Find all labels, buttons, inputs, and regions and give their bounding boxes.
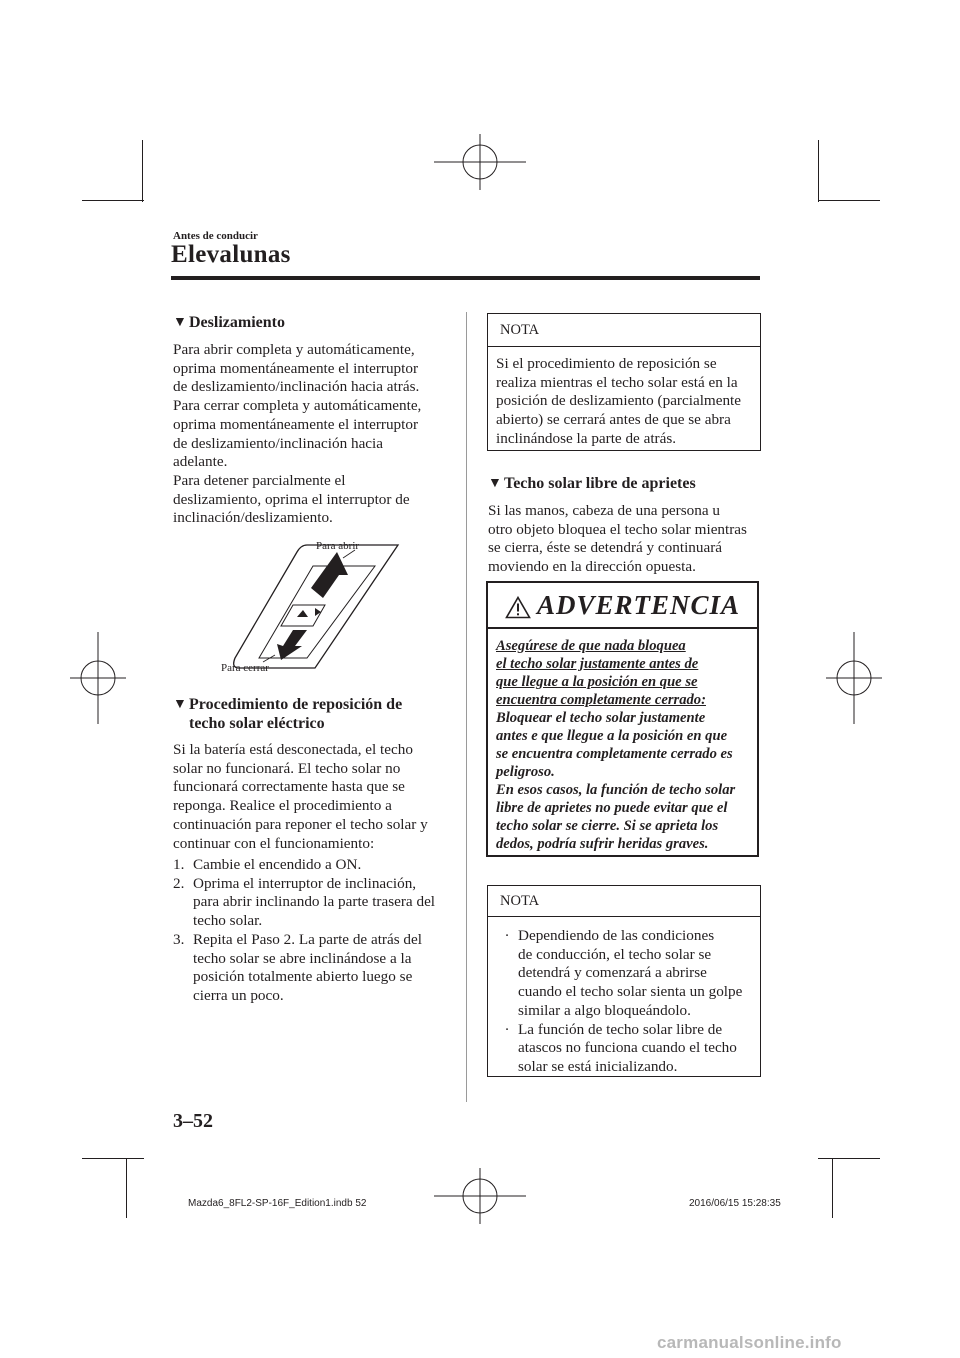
paragraph-line: inclinándose la parte de atrás. — [496, 429, 677, 447]
paragraph-line: abierto) se cerrará antes de que se abra — [496, 411, 731, 429]
bullet-dot-icon: · — [504, 1020, 510, 1038]
figure-label-open: Para abrir — [316, 540, 360, 552]
crop-mark — [82, 200, 144, 201]
sunroof-switch-illustration — [215, 530, 410, 675]
warning-line: se encuentra completamente cerrado es — [496, 746, 733, 762]
warning-line: el techo solar justamente antes de — [496, 656, 699, 672]
note-body — [488, 917, 760, 1077]
footer-timestamp: 2016/06/15 15:28:35 — [689, 1198, 781, 1209]
crop-mark — [818, 140, 819, 202]
warning-title: ADVERTENCIA — [488, 583, 757, 623]
warning-box — [486, 581, 759, 857]
warning-line: En esos casos, la función de techo solar — [496, 782, 736, 798]
section-label: Antes de conducir — [173, 230, 258, 242]
note-box — [487, 885, 761, 1077]
registration-mark-right-icon — [826, 632, 882, 724]
reset-heading-line-2: techo solar eléctrico — [189, 715, 325, 732]
paragraph-line: inclinación/deslizamiento. — [173, 509, 333, 527]
reset-body — [173, 741, 443, 853]
warning-line: peligroso. — [496, 764, 555, 780]
paragraph-line: Si el procedimiento de reposición se — [496, 355, 717, 372]
watermark: carmanualsonline.info — [657, 1333, 842, 1352]
paragraph-line: Para cerrar completa y automáticamente, — [173, 397, 422, 415]
paragraph-line: adelante. — [173, 453, 228, 471]
header-rule — [171, 276, 760, 280]
warning-triangle-icon — [505, 596, 531, 619]
list-item: · La función de techo solar libre de atascos no funciona cuando el techo solar se está inicializando. — [496, 1021, 748, 1077]
paragraph-line: continuación para reponer el techo solar y — [173, 815, 428, 833]
warning-line: que llegue a la posición en que se — [496, 674, 698, 690]
footer-file-info: Mazda6_8FL2-SP-16F_Edition1.indb 52 — [188, 1198, 367, 1209]
warning-line: antes e que llegue a la posición en que — [496, 728, 728, 744]
triangle-bullet-icon: ▼ — [173, 697, 187, 712]
paragraph-line: Para abrir completa y automáticamente, — [173, 341, 415, 358]
paragraph-line: de deslizamiento/inclinación hacia atrás. — [173, 378, 420, 396]
note-body — [488, 347, 760, 449]
registration-mark-left-icon — [70, 632, 126, 724]
note-label: NOTA — [500, 322, 540, 338]
note-box — [487, 313, 761, 451]
warning-line: Bloquear el techo solar justamente — [496, 710, 706, 726]
slide-heading: ▼ Deslizamiento — [173, 314, 285, 331]
paragraph-line: oprima momentáneamente el interruptor — [173, 359, 419, 377]
slide-body — [173, 341, 443, 528]
crop-mark — [82, 1158, 144, 1159]
paragraph-line: otro objeto bloquea el techo solar mientras — [488, 520, 747, 538]
paragraph-line: reponga. Realice el procedimiento a — [173, 797, 392, 815]
paragraph-line: de deslizamiento/inclinación hacia — [173, 434, 384, 452]
note-label: NOTA — [500, 893, 540, 909]
section-reset — [173, 695, 443, 733]
page-title: Elevalunas — [171, 241, 291, 268]
paragraph-line: continuar con el funcionamiento: — [173, 834, 375, 852]
paragraph-line: realiza mientras el techo solar está en la — [496, 373, 738, 391]
reset-heading — [173, 695, 443, 733]
bullet-dot-icon: · — [504, 927, 510, 944]
warning-line: Asegúrese de que nada bloquea — [496, 638, 686, 654]
list-item: 3. Repita el Paso 2. La parte de atrás del techo solar se abre inclinándose a la posición totalmente abierto luego se cierra un poco. — [173, 930, 422, 1004]
pinch-body — [488, 502, 760, 577]
paragraph-line: Para detener parcialmente el — [173, 471, 346, 489]
crop-mark — [126, 1158, 127, 1218]
paragraph-line: Si las manos, cabeza de una persona u — [488, 502, 720, 519]
crop-mark — [142, 140, 143, 202]
paragraph-line: solar no funcionará. El techo solar no — [173, 759, 401, 777]
warning-line: techo solar se cierre. Si se aprieta los — [496, 818, 719, 834]
paragraph-line: Si la batería está desconectada, el techo — [173, 741, 413, 758]
crop-mark — [832, 1158, 833, 1218]
warning-line: libre de aprietes no puede evitar que el — [496, 800, 728, 816]
paragraph-line: funcionará correctamente hasta que se — [173, 778, 405, 796]
crop-mark — [818, 1158, 880, 1159]
figure-label-close: Para cerrar — [221, 662, 269, 674]
crop-mark — [818, 200, 880, 201]
paragraph-line: posición de deslizamiento (parcialmente — [496, 392, 742, 410]
reset-heading-line-1: Procedimiento de reposición de — [189, 696, 403, 713]
paragraph-line: oprima momentáneamente el interruptor — [173, 415, 419, 433]
warning-line: dedos, podría sufrir heridas graves. — [496, 836, 709, 852]
paragraph-line: se cierra, éste se detendrá y continuará — [488, 539, 723, 557]
paragraph-line: deslizamiento, oprima el interruptor de — [173, 490, 410, 508]
section-pinch — [488, 474, 760, 493]
triangle-bullet-icon: ▼ — [173, 315, 187, 330]
pinch-heading: ▼ Techo solar libre de aprietes — [488, 475, 696, 492]
paragraph-line: moviendo en la dirección opuesta. — [488, 558, 696, 576]
warning-line: encuentra completamente cerrado: — [496, 692, 706, 708]
registration-mark-top-icon — [434, 134, 526, 190]
reset-steps — [173, 856, 443, 1006]
triangle-bullet-icon: ▼ — [488, 476, 502, 491]
section-slide — [173, 313, 443, 332]
column-divider — [466, 312, 467, 1102]
list-item: · Dependiendo de las condiciones de conducción, el techo solar se detendrá y comenzará a abrirse cuando el techo solar sienta un golpe similar a algo bloqueándolo. — [496, 927, 748, 1021]
warning-body — [488, 629, 757, 853]
list-item: 2. Oprima el interruptor de inclinación, para abrir inclinando la parte trasera del techo solar. — [173, 874, 436, 930]
list-item: 1. Cambie el encendido a ON. — [173, 856, 362, 873]
page-number: 3–52 — [173, 1110, 213, 1132]
registration-mark-bottom-icon — [434, 1168, 526, 1224]
